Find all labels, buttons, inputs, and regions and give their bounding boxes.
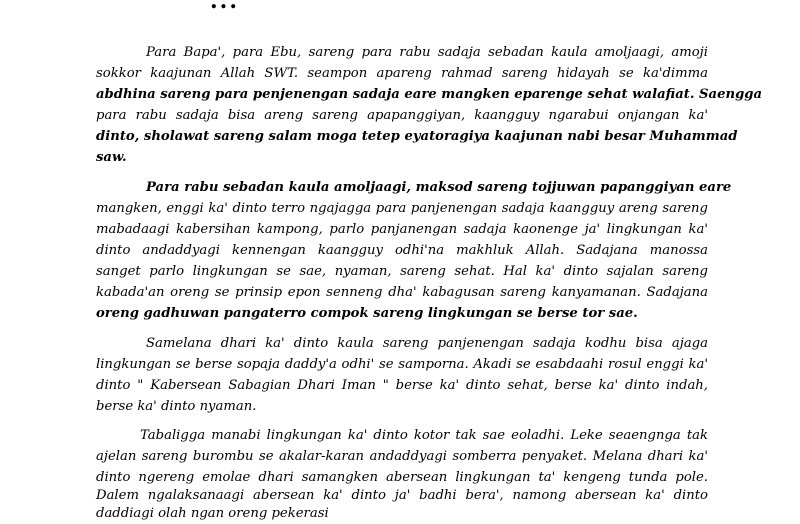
paragraph-2-line-5: sanget parlo lingkungan se sae, nyaman, sareng sehat. Hal ka' dinto sajalan sareng [96, 264, 708, 279]
paragraph-1-line-6: saw. [96, 150, 127, 165]
paragraph-4-line-1: Tabaligga manabi lingkungan ka' dinto kotor tak sae eoladhi. Leke seaengnga tak [140, 428, 708, 443]
paragraph-1-line-2: sokkor kaajunan Allah SWT. seampon apareng rahmad sareng hidayah se ka'dimma [96, 66, 708, 81]
paragraph-2-line-7: oreng gadhuwan pangaterro compok sareng lingkungan se berse tor sae. [96, 306, 638, 321]
paragraph-2-line-4: dinto andaddyagi kennengan kaangguy odhi'na makhluk Allah. Sadajana manossa [96, 243, 708, 258]
paragraph-1-line-1: Para Bapa', para Ebu, sareng para rabu sadaja sebadan kaula amoljaagi, amoji [146, 45, 708, 60]
title-text [210, 0, 239, 10]
paragraph-3-line-3: dinto " Kabersean Sabagian Dhari Iman " berse ka' dinto sehat, berse ka' dinto indah, [96, 378, 708, 393]
paragraph-1-line-5: dinto, sholawat sareng salam moga tetep eyatoragiya kaajunan nabi besar Muhammad [96, 129, 738, 144]
document-title-partial [210, 0, 640, 10]
paragraph-2-line-1: Para rabu sebadan kaula amoljaagi, maksod sareng tojjuwan papanggiyan eare [146, 180, 732, 195]
paragraph-3-line-2: lingkungan se berse sopaja daddy'a odhi' se samporna. Akadi se esabdaahi rosul enggi ka' [96, 357, 708, 372]
paragraph-3-line-1: Samelana dhari ka' dinto kaula sareng panjenengan sadaja kodhu bisa ajaga [146, 336, 708, 351]
paragraph-2-line-6: kabada'an oreng se prinsip epon senneng dha' kabagusan sareng kanyamanan. Sadajana [96, 285, 708, 300]
paragraph-4-line-5: daddiagi olah ngan oreng pekerasi [96, 506, 329, 521]
paragraph-4-line-2: ajelan sareng burombu se akalar-karan andaddyagi somberra penyaket. Melana dhari ka' [96, 449, 708, 464]
paragraph-1-line-4: para rabu sadaja bisa areng sareng apapanggiyan, kaangguy ngarabui onjangan ka' [96, 108, 708, 123]
paragraph-4-line-4: Dalem ngalaksanaagi abersean ka' dinto ja' badhi bera', namong abersean ka' dinto [96, 488, 708, 503]
paragraph-3-line-4: berse ka' dinto nyaman. [96, 399, 257, 414]
paragraph-4-line-3: dinto ngereng emolae dhari samangken abersean lingkungan ta' kengeng tunda pole. [96, 470, 708, 485]
paragraph-1-line-3: abdhina sareng para penjenengan sadaja eare mangken eparenge sehat walafiat. Saengga [96, 87, 763, 102]
paragraph-2-line-3: mabadaagi kabersihan kampong, parlo panjanengan sadaja kaonenge ja' lingkungan ka' [96, 222, 708, 237]
paragraph-2-line-2: mangken, enggi ka' dinto terro ngajagga para panjenengan sadaja kaangguy areng sareng [96, 201, 708, 216]
